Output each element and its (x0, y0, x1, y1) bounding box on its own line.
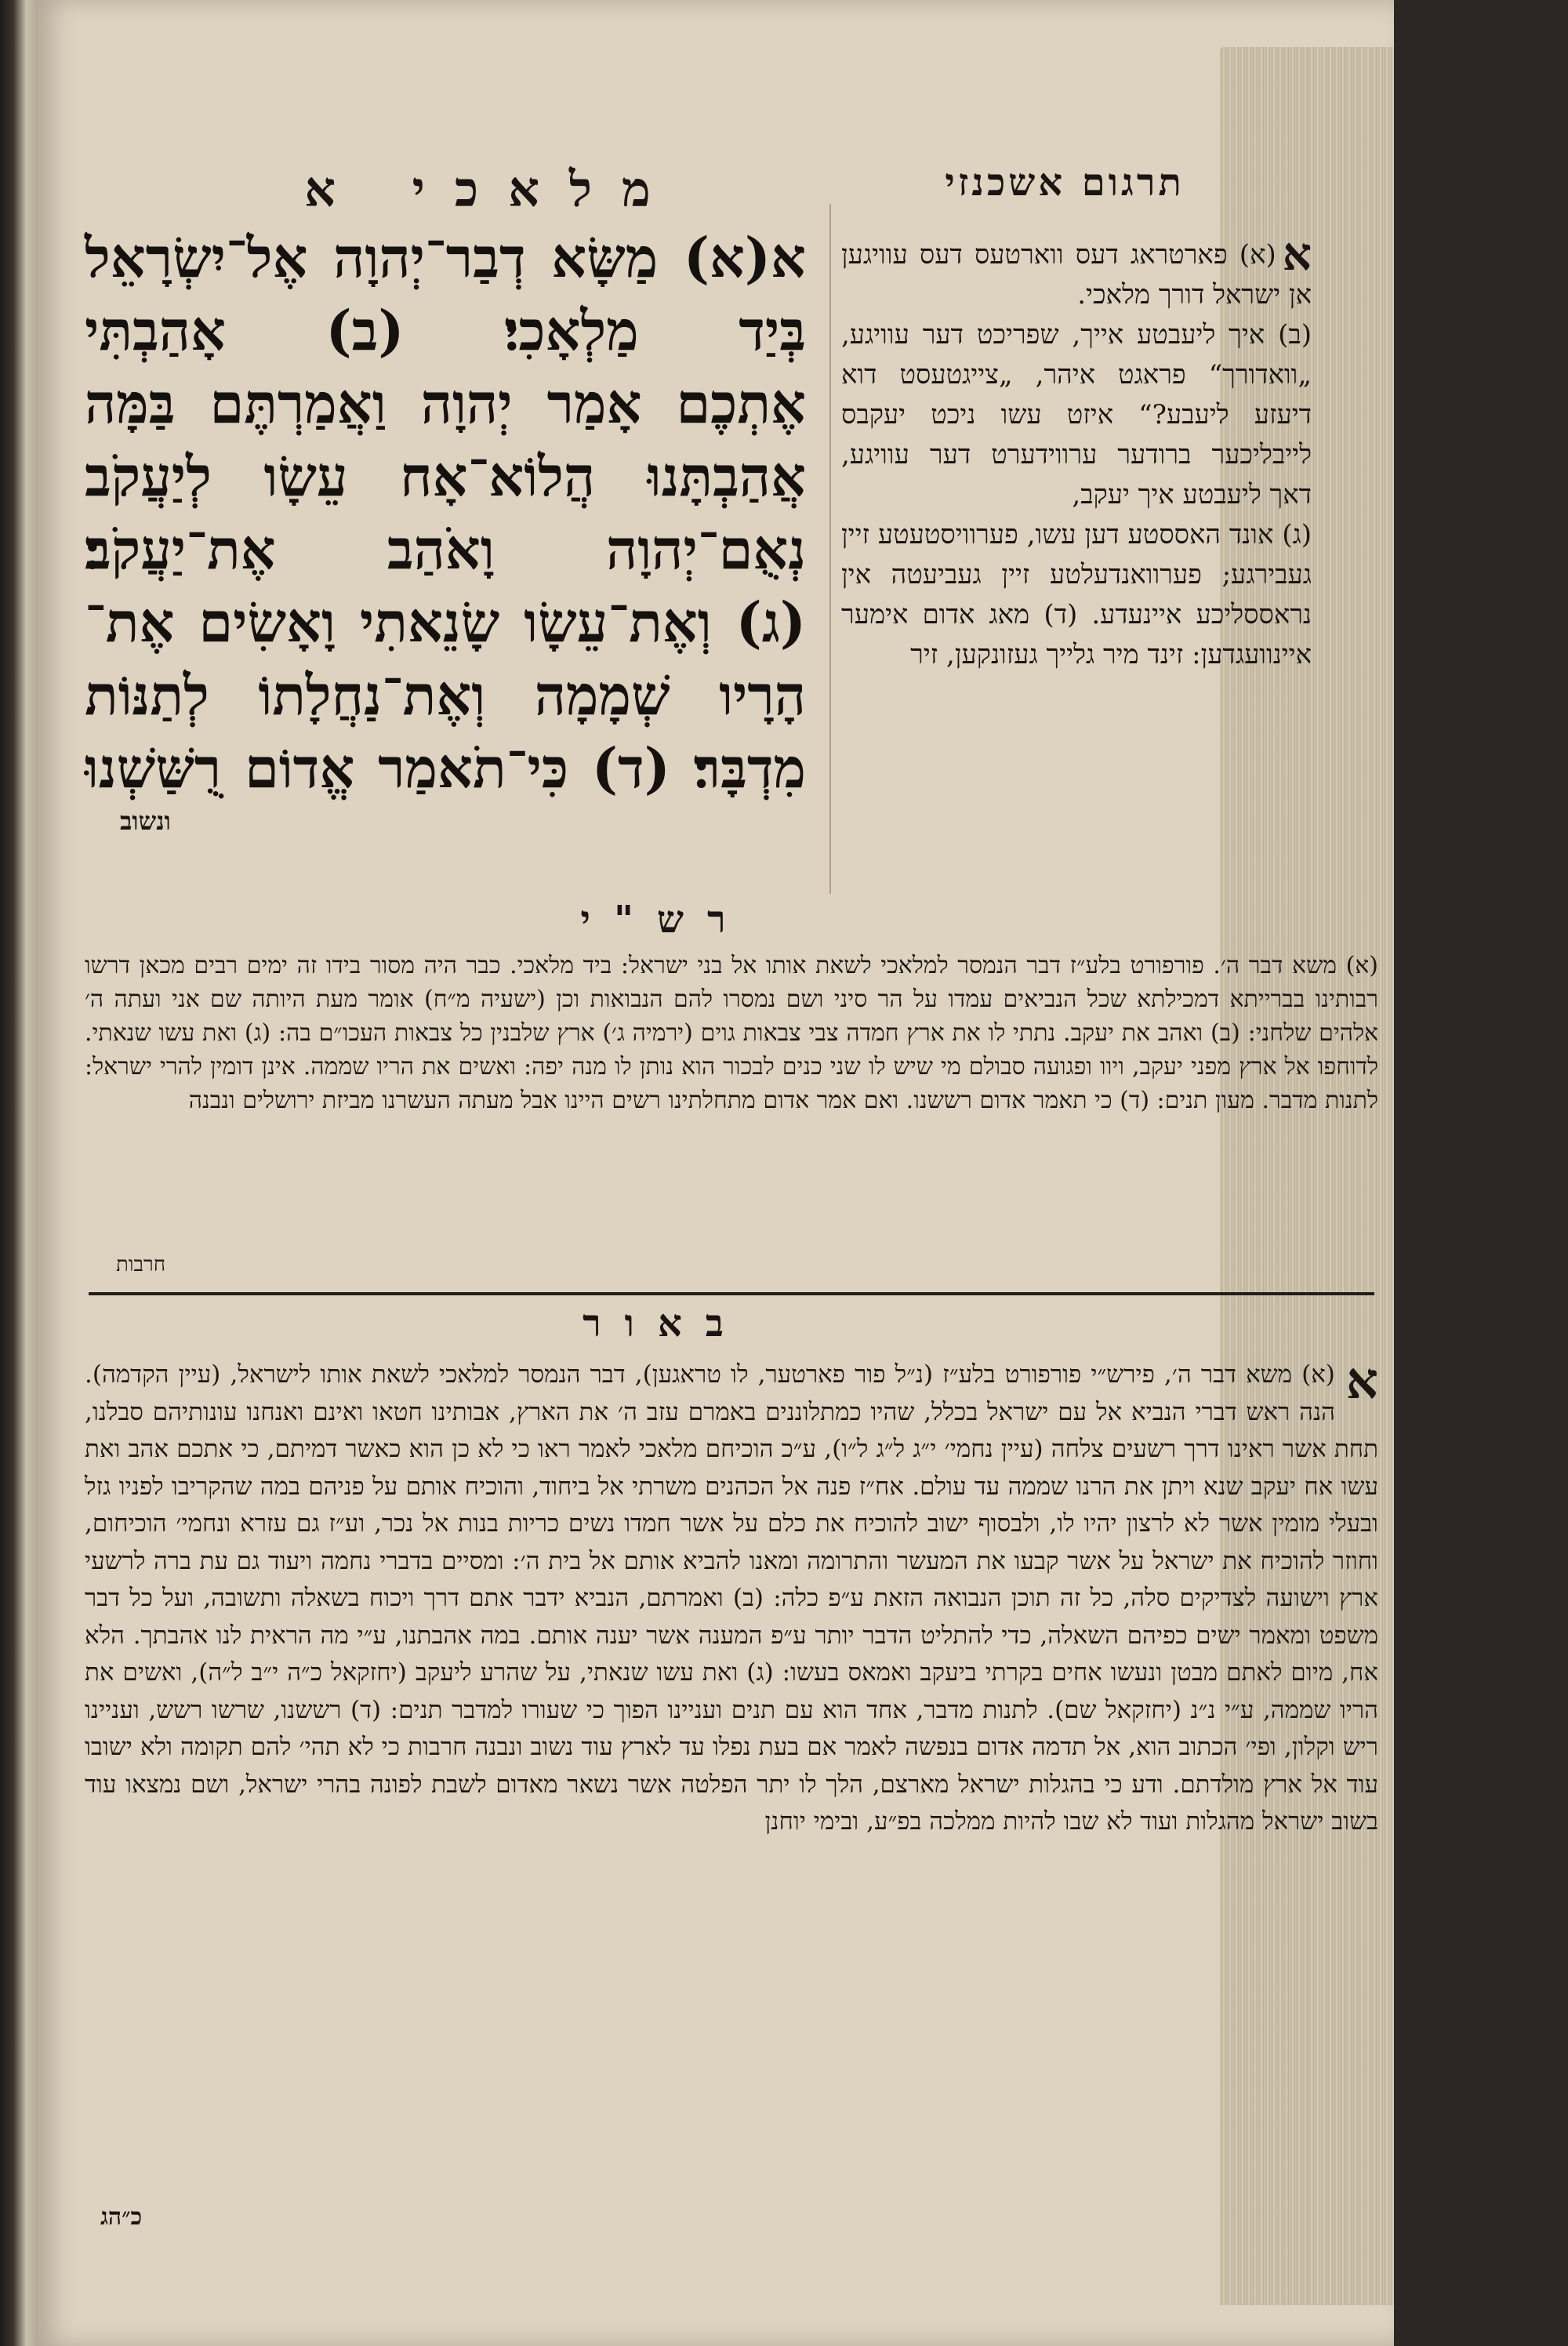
biur-catchword: כ״הג (100, 2203, 143, 2231)
rashi-heading: רש"י (580, 898, 750, 942)
hebrew-line: (ג) וְאֶת־עֵשָׂו שָׂנֵאתִי וָאָשִׂים אֶת־ (85, 590, 806, 655)
rashi-catchword: חרבות (116, 1253, 166, 1276)
hebrew-line: מִדְבָּר׃ (ד) כִּי־תֹאמַר אֱדוֹם רֻשַּׁשְׁנוּ (85, 735, 806, 801)
biur-heading: באור (583, 1302, 747, 1346)
targum-verse-2: (ב) איך ליעבטע אייך, שפריכט דער עוויגע, „וואדורך“ פראגט איהר, „צייגטעסט דוא דיעזע ליעבע?“ איזט עשו ניכט יעקבס לייבליכער ברודער ערווידערט דער עוויגע, דאך ליעבטע איך יעקב, (841, 319, 1312, 510)
column-divider (829, 204, 831, 894)
biur-chapter-initial: א (1345, 1352, 1378, 1411)
running-header-book: מלאכי א (304, 161, 681, 218)
hebrew-text-column (85, 221, 806, 864)
targum-verse-3: (ג) אונד האססטע דען עשו, פערוויסטעטע זיין געבירגע; פערוואנדעלטע זיין געביעטה אין נראססליכע איינעדע. (ד) מאג אדום אימער איינוועגדען: זינד מיר גלייך געזונקען, זיר (841, 519, 1312, 670)
targum-chapter-initial: א (1282, 227, 1312, 281)
rashi-commentary (85, 949, 1378, 1286)
targum-text: (א) פארטראג דעס ווארטעס דעס עוויגען אן ישראל דורך מלאכי. (841, 239, 1312, 310)
hebrew-line: א(א) מַשָּׂא דְבַר־יְהוָה אֶל־יִשְׂרָאֵל (85, 225, 806, 290)
running-header-targum: תרגום אשכנזי (945, 161, 1185, 205)
biur-text: (א) משא דבר ה׳, פירש״י פורפורט בלע״ז (נ״ל פור פארטער, לו טראגען), דבר הנמסר למלאכי לשאת אותו לישראל, (עיין הקדמה). הנה ראש דברי הנביא אל עם ישראל בכלל, שהיו כמתלוננים באמרם עזב ה׳ את הארץ, אבותינו חטאו ואינם ואנחנו עונותיהם סבלנו, תחת אשר ראינו דרך רשעים צלחה (עיין נחמי׳ י״ג ל״ג ל״ו), ע״כ הוכיחם מלאכי לאמר ראו כי לא כן הוא כאשר דמיתם, כי אתכם אהב ואת עשו אח יעקב שנא ויתן את הרנו שממה עד עולם. אח״ז פנה אל הכהנים משרתי אל ביחוד, והוכיח אותם על פניהם במה שהקריבו לפניו גזל ובעלי מומין אשר לא לרצון יהיו לו, ולבסוף ישוב להוכיח את כלם על אשר חמדו נשים כריות בנות אל נכר, וע״ז גם עזרא ונחמי׳ הוכיחום, וחוזר להוכיח את ישראל על אשר קבעו את המעשר והתרומה ומאנו להביא אותם אל בית ה׳: ומסיים בדברי נחמה ויעוד גם עת ברה לרשעי ארץ וישועה לצדיקים סלה, כל זה תוכן הנבואה הזאת ע״פ כלה: (ב) ואמרתם, הנביא ידבר אתם דרך ויכוח בשאלה ותשובה, ועל כל דבר משפט ומאמר ישים כפיהם השאלה, כדי להתליט הדבר יותר ע״פ המענה אשר יענה אותם. במה אהבתנו, ע״י מה הראית לנו אהבתך. הלא אח, מיום לאתם מבטן ונעשו אחים בקרתי ביעקב ואמאס בעשו: (ג) ואת עשו שנאתי, על שהרע ליעקב (יחזקאל כ״ה י״ב ל״ה), ואשים את הריו שממה, ע״י נ״נ (יחזקאל שם). לתנות מדבר, אחד הוא עם תנים ועניינו הפוך כי שעורו למדבר תנים: (ד) רששנו, שרשו רשש, ועניינו ריש וקלון, ופי׳ הכתוב הוא, אל תדמה אדום בנפשה לאמר אם בעת נפלו עד לארץ עוד נשוב ונבנה חרבות כי לא תהי׳ להם תקומה ולא ישובו עוד אל ארץ מולדתם. ודע כי בהגלות ישראל מארצם, הלך לו יתר הפלטה אשר נשאר מאדום לשבת לפונה בהרי ישראל, ושם נמצאו עוד בשוב ישראל מהגלות ועוד לא שבו להיות ממלכה בפ״ע, ובימי יוחנן (85, 1360, 1378, 1836)
hebrew-catchword: ונשוב (120, 806, 171, 836)
targum-column (841, 227, 1312, 910)
biur-commentary (85, 1352, 1378, 2266)
book-page (38, 0, 1394, 2346)
targum-verse-1 (841, 227, 1312, 315)
hebrew-line: נְאֻם־יְהוָה וָאֹהַב אֶת־יַעֲקֹב׃ (85, 517, 806, 582)
hebrew-line: אֲהַבְתָּנוּ הֲלוֹא־אָח עֵשָׂו לְיַעֲקֹב (85, 444, 806, 509)
hebrew-line: הָרָיו שְׁמָמָה וְאֶת־נַחֲלָתוֹ לְתַנּוֹת (85, 663, 806, 728)
rashi-text: (א) משא דבר ה׳. פורפורט בלע״ז דבר הנמסר למלאכי לשאת אותו אל בני ישראל: ביד מלאכי. כבר היה מסור בידו זה ימים רבים מכאן דרשו רבותינו בברייתא דמכילתא שכל הנביאים עמדו על הר סיני ושם נמסרו להם הנבואות וכן (ישעיה מ״ח) אומר מעת היותה שם אני ועתה ה׳ אלהים שלחני: (ב) ואהב את יעקב. נתתי לו את ארץ חמדה צבי צבאות גוים (ירמיה ג׳) ארץ שלבנין כל צבאות העכו״ם בה: (ג) ואת עשו שנאתי. לדוחפו אל ארץ מפני יעקב, ויוו ופגועה סבולם מי שיש לו שני כנים לבכור הוא נותן לו מנה יפה: ואשים את הריו שממה. אינן דומין להרי ישראל: לתנות מדבר. מעון תנים: (ד) כי תאמר אדום רששנו. ואם אמר אדום מתחלתינו רשים היינו אבל מעתה העשרנו מביזת ירושלים ונבנה (85, 952, 1378, 1114)
hebrew-line: בְּיַד מַלְאָכִי׃ (ב) אָהַבְתִּי (85, 298, 806, 363)
book-spine-shadow (0, 0, 38, 2346)
section-rule (89, 1292, 1374, 1295)
hebrew-line: אֶתְכֶם אָמַר יְהוָה וַאֲמַרְתֶּם בַּמָּה (85, 371, 806, 436)
